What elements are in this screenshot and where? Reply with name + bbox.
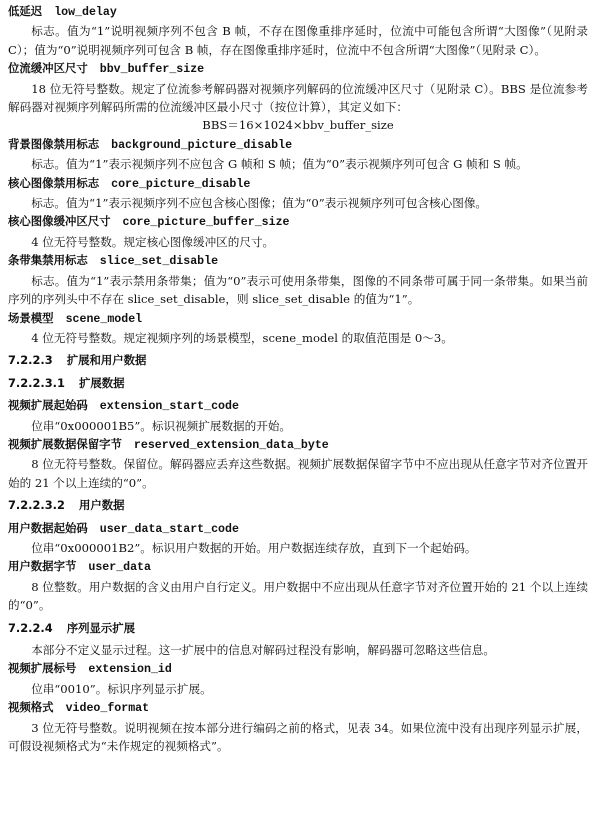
entry-heading-scene-model [8,309,588,329]
entry-title: 低延迟 [8,4,43,18]
entry-heading-core-picture-disable [8,174,588,194]
entry-title: 用户数据起始码 [8,520,88,535]
entry-code: core_picture_disable [111,177,251,191]
section-number: 7.2.2.3 [8,353,53,368]
entry-text-slice-set-disable: 标志。值为“1”表示禁用条带集；值为“0”表示可使用条带集，图像的不同条带可属于同一条带集。如果当前序列的序列头中不存在 slice_set_disable，则 slice_set_disable 的值为“1”。 [8,273,588,307]
entry-text-video-format: 3 位无符号整数。说明视频在按本部分进行编码之前的格式，见表 34。如果位流中没有出现序列显示扩展，可假设视频格式为“未作规定的视频格式”。 [8,720,588,754]
entry-code: background_picture_disable [111,138,293,152]
entry-code: video_format [65,702,150,716]
entry-title: 视频格式 [8,700,54,715]
section-heading-7-2-2-3 [8,351,588,369]
entry-text-extension-id: 位串“0010”。标识序列显示扩展。 [31,681,212,696]
entry-title: 核心图像缓冲区尺寸 [8,214,111,229]
entry-text-core-picture-buffer-size: 4 位无符号整数。规定核心图像缓冲区的尺寸。 [31,234,275,249]
entry-title: 视频扩展起始码 [8,398,88,413]
entry-code: extension_start_code [99,400,239,414]
section-title: 序列显示扩展 [66,620,136,635]
entry-title: 背景图像禁用标志 [8,136,100,151]
entry-code: core_picture_buffer_size [122,216,290,230]
display-extension-intro: 本部分不定义显示过程。这一扩展中的信息对解码过程没有影响，解码器可忽略这些信息。 [31,643,495,657]
entry-code: slice_set_disable [99,255,219,269]
entry-heading-slice-set-disable [8,251,588,271]
entry-code: extension_id [88,663,172,677]
entry-text-background-picture-disable: 标志。值为“1”表示视频序列不应包含 G 帧和 S 帧；值为“0”表示视频序列可包含 G 帧和 S 帧。 [31,157,528,172]
entry-heading-video-format [8,698,588,718]
entry-code: low_delay [54,6,117,19]
section-number: 7.2.2.3.2 [8,498,65,513]
entry-title: 视频扩展标号 [8,661,77,676]
entry-text-scene-model: 4 位无符号整数。规定视频序列的场景模型，scene_model 的取值范围是 0～3。 [31,330,453,345]
section-title: 用户数据 [78,498,125,513]
entry-title: 场景模型 [8,310,54,325]
entry-heading-core-picture-buffer-size [8,212,588,232]
entry-title: 位流缓冲区尺寸 [8,61,88,76]
entry-heading-background-picture-disable [8,135,588,155]
entry-heading-extension-id [8,659,588,679]
entry-title: 条带集禁用标志 [8,253,88,268]
entry-text-extension-start-code: 位串“0x000001B5”。标识视频扩展数据的开始。 [31,418,292,433]
entry-code: bbv_buffer_size [99,63,205,77]
entry-text-bbv-buffer-size: 18 位无符号整数。规定了位流参考解码器对视频序列解码的位流缓冲区尺寸（见附录 C）。BBS 是位流参考解码器对视频序列解码所需的位流缓冲区最小尺寸（按位计算），其定义如下： [8,81,588,115]
entry-heading-low-delay [8,2,588,22]
entry-text-low-delay: 标志。值为“1”说明视频序列不包含 B 帧，不存在图像重排序延时，位流中可能包含所谓“大图像”（见附录 C）；值为“0”说明视频序列可包含 B 帧，存在图像重排序延时，位流中不包含所谓“大图像”（见附录 C）。 [8,24,588,57]
entry-heading-user-data [8,557,588,577]
entry-title: 视频扩展数据保留字节 [8,436,122,451]
entry-text-reserved-extension-data-byte: 8 位无符号整数。保留位。解码器应丢弃这些数据。视频扩展数据保留字节中不应出现从任意字节对齐位置开始的 21 个以上连续的“0”。 [8,457,588,490]
entry-heading-reserved-extension-data-byte [8,435,588,455]
entry-code: user_data_start_code [99,522,239,536]
section-number: 7.2.2.4 [8,620,53,635]
section-title: 扩展数据 [78,375,125,390]
entry-title: 核心图像禁用标志 [8,175,100,190]
entry-code: reserved_extension_data_byte [133,438,329,452]
entry-text-user-data: 8 位整数。用户数据的含义由用户自行定义。用户数据中不应出现从任意字节对齐位置开始的 21 个以上连续的“0”。 [8,579,588,613]
entry-heading-user-data-start-code [8,519,588,539]
section-heading-7-2-2-3-1 [8,374,588,392]
entry-heading-bbv-buffer-size [8,59,588,79]
section-title: 扩展和用户数据 [66,353,147,368]
section-heading-7-2-2-3-2 [8,496,588,514]
entry-text-user-data-start-code: 位串“0x000001B2”。标识用户数据的开始。用户数据连续存放，直到下一个起始码。 [31,540,477,555]
entry-code: user_data [88,561,151,575]
section-number: 7.2.2.3.1 [8,375,65,390]
bbs-formula: BBS＝16×1024×bbv_buffer_size [202,118,394,133]
entry-code: scene_model [65,312,143,326]
section-heading-7-2-2-4 [8,619,588,637]
entry-heading-extension-start-code [8,396,588,416]
entry-title: 用户数据字节 [8,559,77,574]
entry-text-core-picture-disable: 标志。值为“1”表示视频序列不应包含核心图像；值为“0”表示视频序列可包含核心图像。 [31,196,488,211]
